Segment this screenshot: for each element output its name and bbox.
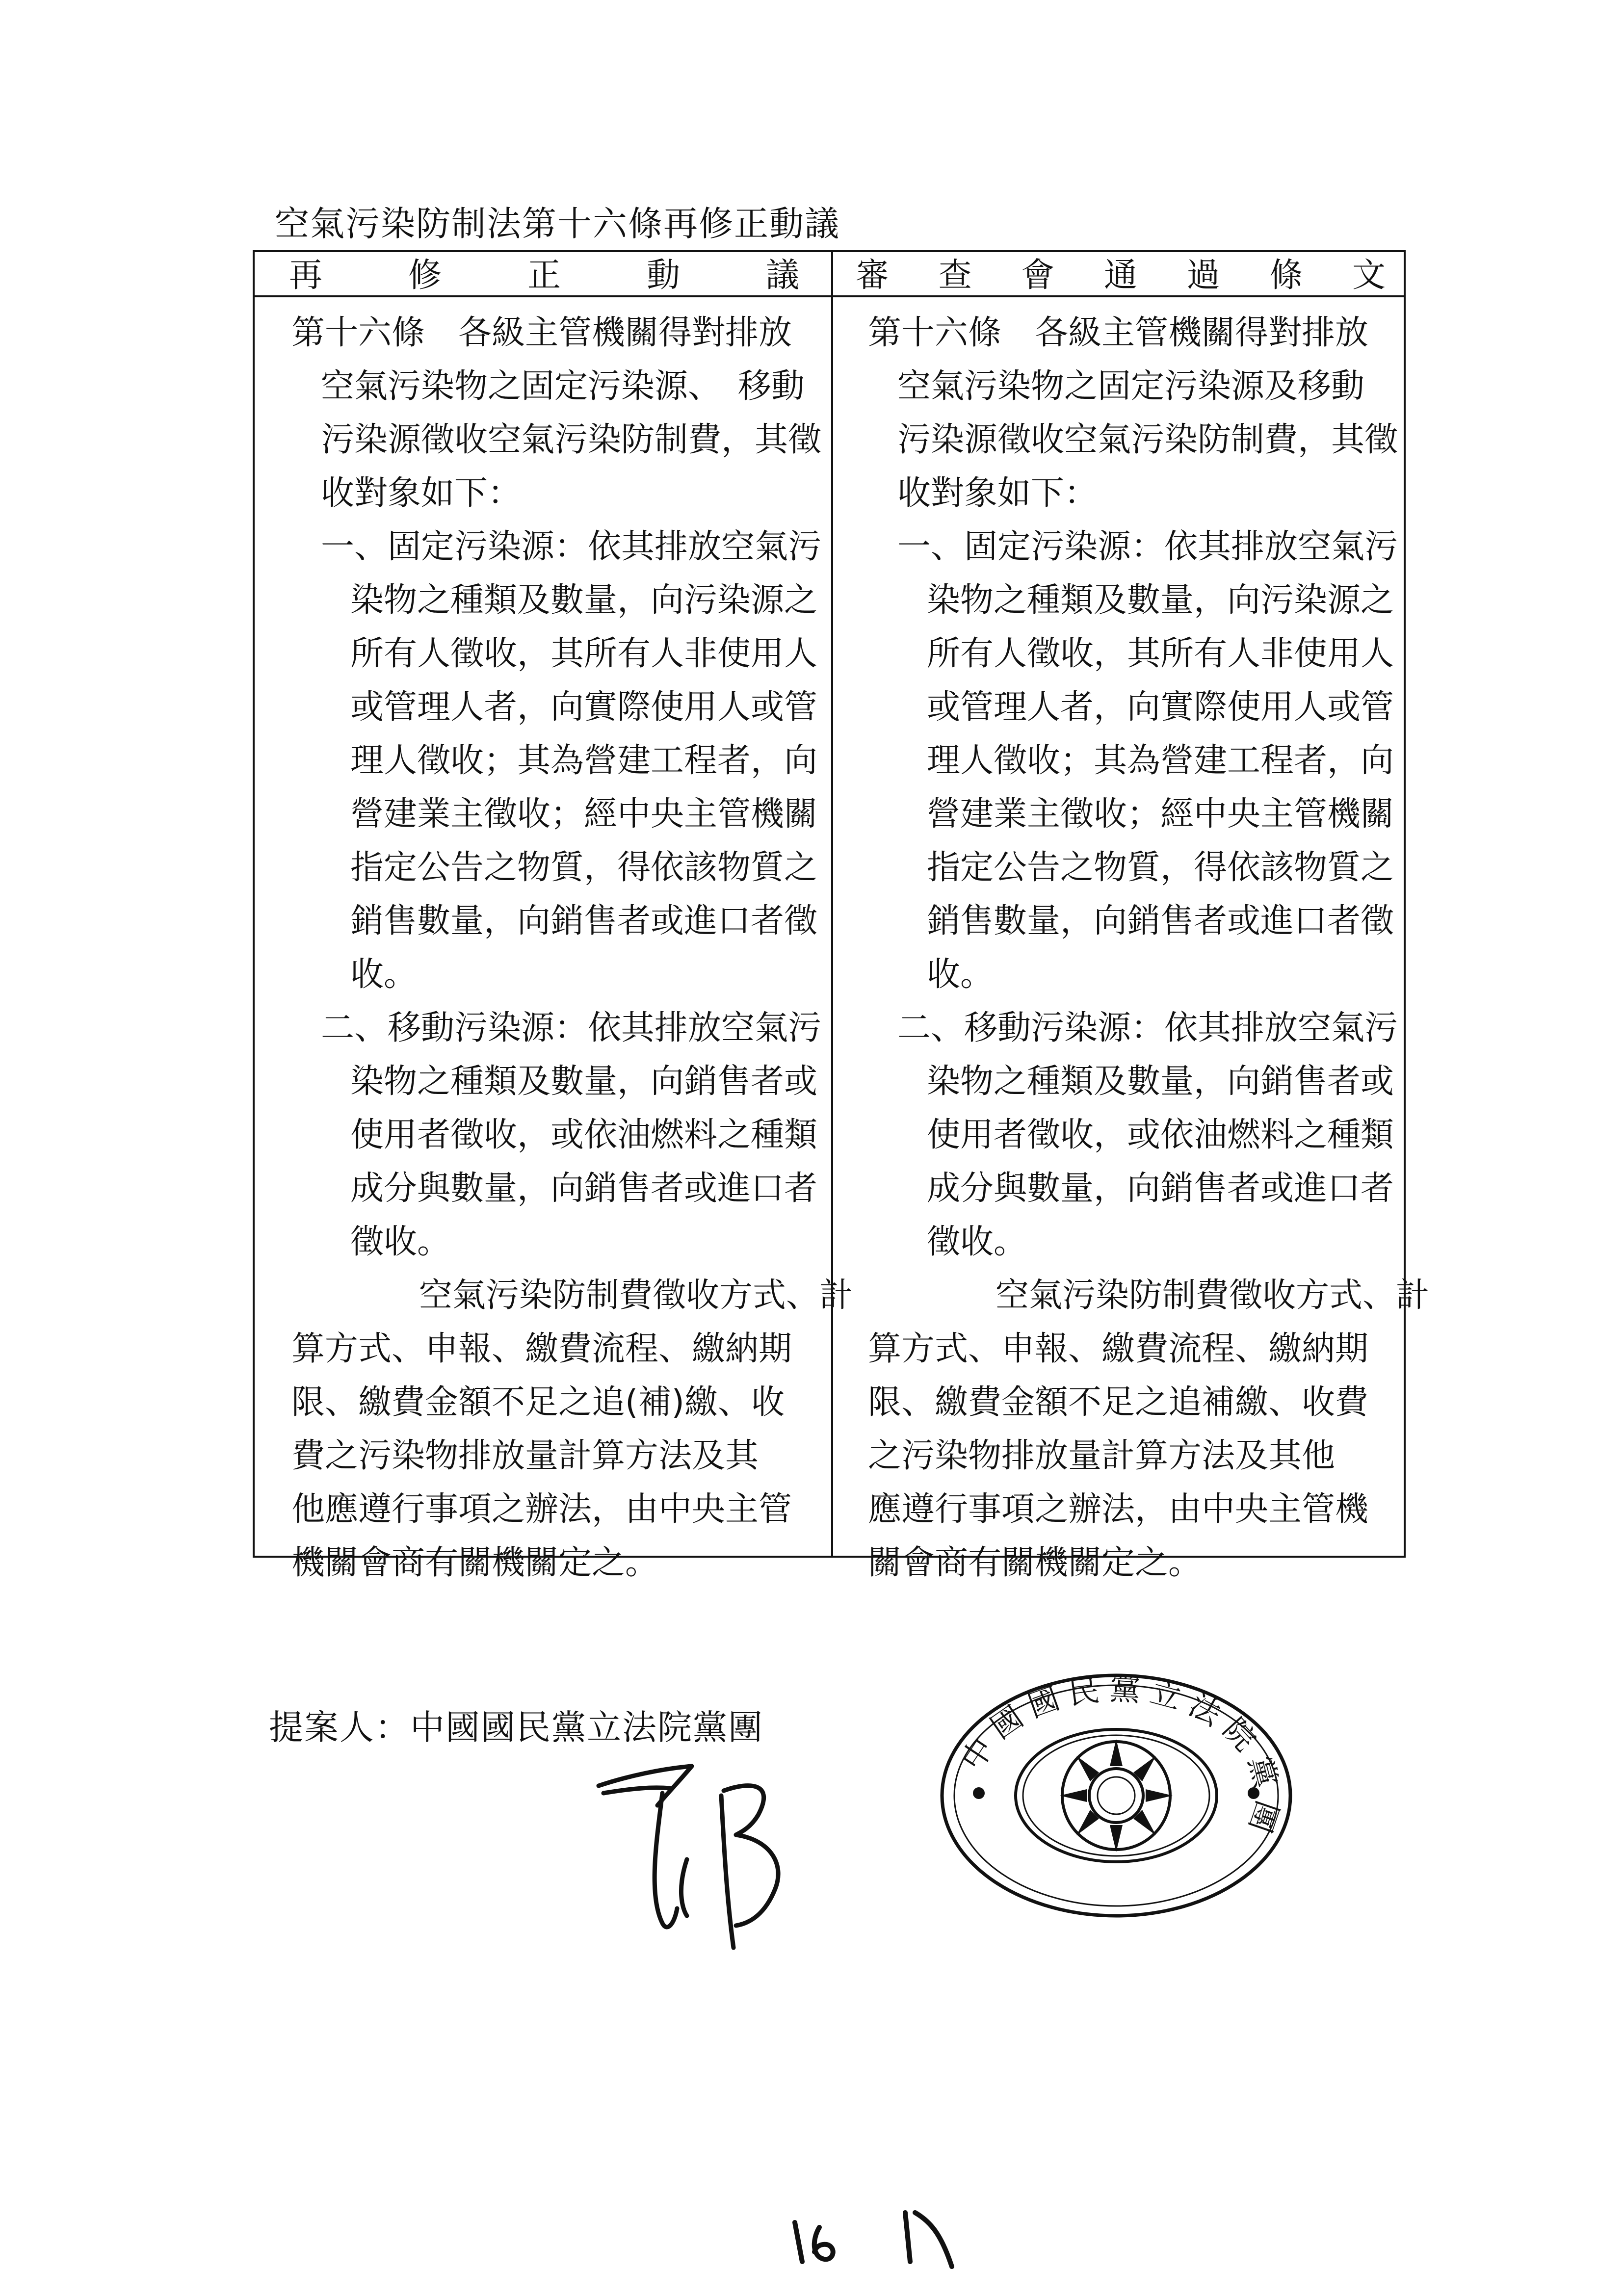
text-line: 徵收。 xyxy=(350,1223,451,1261)
text-line: 機關會商有關機關定之。 xyxy=(291,1543,659,1582)
text-line: 指定公告之物質，得依該物質之 xyxy=(927,848,1394,887)
text-line: 收。 xyxy=(350,955,418,994)
text-line: 染物之種類及數量，向污染源之 xyxy=(927,581,1394,620)
text-line: 第十六條 各級主管機關得對排放 xyxy=(868,313,1369,352)
header-right xyxy=(856,257,1386,294)
text-line: 理人徵收；其為營建工程者，向 xyxy=(927,741,1394,780)
text-line: 收。 xyxy=(927,955,994,994)
text-line: 營建業主徵收；經中央主管機關 xyxy=(927,795,1394,834)
committee-passed-column xyxy=(868,306,1430,1590)
text-line: 銷售數量，向銷售者或進口者徵 xyxy=(927,902,1394,940)
text-line: 一、固定污染源：依其排放空氣污 xyxy=(897,527,1398,566)
header-left-char: 議 xyxy=(765,256,799,295)
handwritten-signature xyxy=(589,1747,864,1972)
text-line: 費之污染物排放量計算方法及其 xyxy=(291,1436,759,1475)
text-line: 徵收。 xyxy=(927,1223,1027,1261)
text-line: 使用者徵收，或依油燃料之種類 xyxy=(927,1116,1394,1154)
text-line: 成分與數量，向銷售者或進口者 xyxy=(350,1169,818,1208)
header-right-char: 過 xyxy=(1186,256,1220,295)
text-line: 二、移動污染源：依其排放空氣污 xyxy=(897,1009,1398,1047)
text-line: 污染源徵收空氣污染防制費，其徵 xyxy=(321,420,822,459)
text-line: 指定公告之物質，得依該物質之 xyxy=(350,848,818,887)
comparison-table xyxy=(253,250,1430,1582)
header-left xyxy=(289,257,799,294)
text-line: 空氣污染物之固定污染源及移動 xyxy=(897,367,1365,406)
header-right-char: 條 xyxy=(1269,256,1303,295)
text-line: 營建業主徵收；經中央主管機關 xyxy=(350,795,818,834)
amendment-motion-column xyxy=(291,306,853,1590)
text-line: 空氣污染物之固定污染源、 移動 xyxy=(321,367,805,406)
seal-text: 中國國民黨立法院黨團 xyxy=(954,1670,1286,1846)
text-line: 染物之種類及數量，向銷售者或 xyxy=(350,1062,818,1101)
text-line: 二、移動污染源：依其排放空氣污 xyxy=(321,1009,822,1047)
text-line: 使用者徵收，或依油燃料之種類 xyxy=(350,1116,818,1154)
text-line: 關會商有關機關定之。 xyxy=(868,1543,1202,1582)
document-title: 空氣污染防制法第十六條再修正動議 xyxy=(275,204,840,244)
header-left-char: 修 xyxy=(408,256,442,295)
text-line: 所有人徵收，其所有人非使用人 xyxy=(350,634,818,673)
text-line: 之污染物排放量計算方法及其他 xyxy=(868,1436,1336,1475)
text-line: 算方式、申報、繳費流程、繳納期 xyxy=(291,1330,792,1368)
proposer-line: 提案人：中國國民黨立法院黨團 xyxy=(269,1707,763,1748)
text-line: 應遵行事項之辦法，由中央主管機 xyxy=(868,1490,1369,1529)
text-line: 空氣污染防制費徵收方式、計 xyxy=(419,1276,853,1315)
text-line: 收對象如下： xyxy=(897,474,1098,513)
text-line: 限、繳費金額不足之追補繳、收費 xyxy=(868,1383,1369,1422)
text-line: 算方式、申報、繳費流程、繳納期 xyxy=(868,1330,1369,1368)
text-line: 銷售數量，向銷售者或進口者徵 xyxy=(350,902,818,940)
header-left-char: 再 xyxy=(289,256,323,295)
header-rule xyxy=(255,295,1404,297)
text-line: 成分與數量，向銷售者或進口者 xyxy=(927,1169,1394,1208)
header-right-char: 通 xyxy=(1103,256,1137,295)
text-line: 染物之種類及數量，向污染源之 xyxy=(350,581,818,620)
party-seal xyxy=(932,1668,1300,1923)
page-number-mark xyxy=(785,2193,971,2271)
text-line: 第十六條 各級主管機關得對排放 xyxy=(291,313,792,352)
text-line: 或管理人者，向實際使用人或管 xyxy=(927,688,1394,727)
text-line: 收對象如下： xyxy=(321,474,522,513)
text-line: 所有人徵收，其所有人非使用人 xyxy=(927,634,1394,673)
text-line: 一、固定污染源：依其排放空氣污 xyxy=(321,527,822,566)
header-right-char: 查 xyxy=(938,256,972,295)
header-left-char: 正 xyxy=(527,256,561,295)
text-line: 空氣污染防制費徵收方式、計 xyxy=(995,1276,1430,1315)
text-line: 染物之種類及數量，向銷售者或 xyxy=(927,1062,1394,1101)
column-divider xyxy=(831,252,833,1556)
header-right-char: 會 xyxy=(1021,256,1055,295)
text-line: 污染源徵收空氣污染防制費，其徵 xyxy=(897,420,1398,459)
header-right-char: 文 xyxy=(1352,256,1386,295)
header-right-char: 審 xyxy=(856,256,890,295)
text-line: 理人徵收；其為營建工程者，向 xyxy=(350,741,818,780)
text-line: 或管理人者，向實際使用人或管 xyxy=(350,688,818,727)
text-line: 他應遵行事項之辦法，由中央主管 xyxy=(291,1490,792,1529)
header-left-char: 動 xyxy=(646,256,680,295)
text-line: 限、繳費金額不足之追(補)繳、收 xyxy=(291,1383,785,1422)
